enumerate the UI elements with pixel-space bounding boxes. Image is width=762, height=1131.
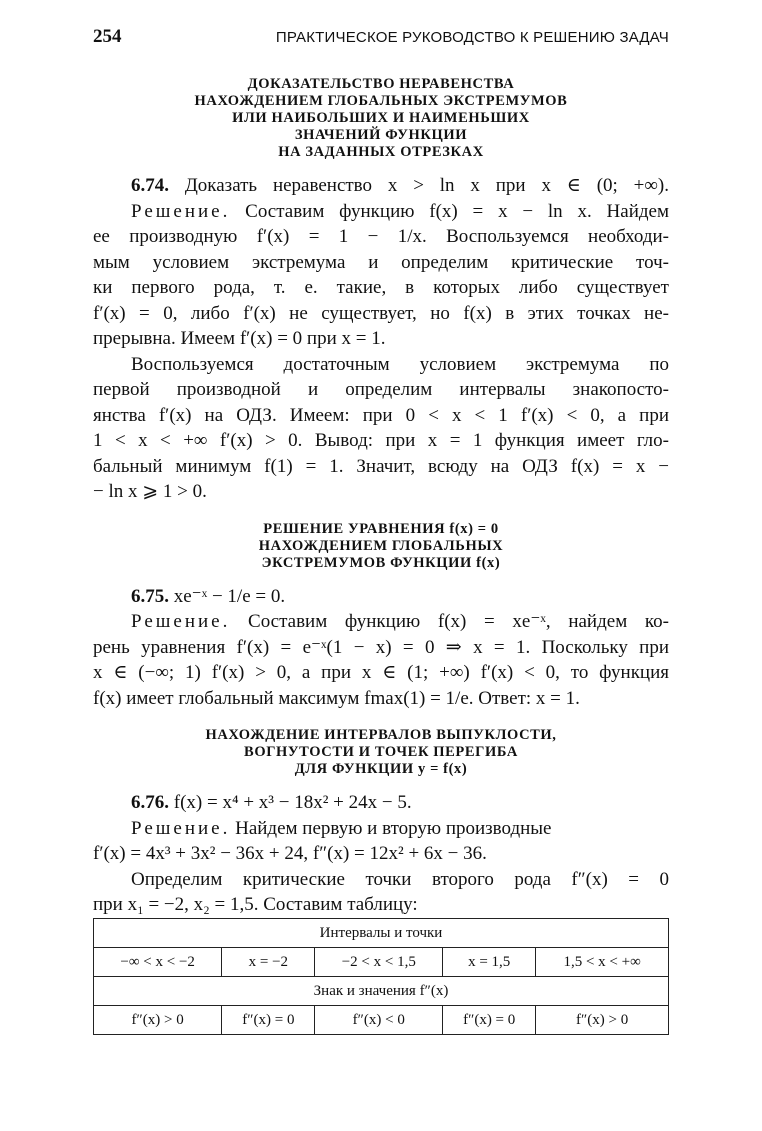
solution-line: Составим функцию f(x) = x − ln x. Найдем	[230, 200, 669, 222]
table-header-sign: Знак и значения f″(x)	[94, 977, 669, 1006]
solution-label: Решение.	[131, 817, 231, 839]
heading-line: РЕШЕНИЕ УРАВНЕНИЯ f(x) = 0	[263, 520, 499, 537]
paragraph-line: янства f′(x) на ОДЗ. Имеем: при 0 < x < 1 f′(x) < 0, а при	[93, 404, 669, 426]
heading-line: ВОГНУТОСТИ И ТОЧЕК ПЕРЕГИБА	[244, 744, 518, 760]
solution-line: f′(x) = 4x³ + 3x² − 36x + 24, f″(x) = 12x² + 6x − 36.	[93, 843, 487, 864]
solution-line: x ∈ (−∞; 1) f′(x) > 0, а при x ∈ (1; +∞) f′(x) < 0, то функция	[93, 662, 669, 683]
paragraph-line: при x₁ = −2, x₂ = 1,5. Составим таблицу:	[93, 894, 418, 915]
table-header-intervals: Интервалы и точки	[94, 919, 669, 948]
solution-line: f′(x) = 0, либо f′(x) не существует, но f(x) в этих точках не-	[93, 302, 669, 324]
table-row	[94, 948, 669, 977]
table-cell: f″(x) = 0	[443, 1006, 536, 1035]
table-cell: f″(x) < 0	[315, 1006, 443, 1035]
table-cell: f″(x) > 0	[536, 1006, 669, 1035]
table-cell: x = −2	[222, 948, 315, 977]
solution-label: Решение.	[131, 611, 231, 632]
heading-line: НАХОЖДЕНИЕМ ГЛОБАЛЬНЫХ ЭКСТРЕМУМОВ	[194, 93, 568, 109]
table-cell: −∞ < x < −2	[94, 948, 222, 977]
problem-statement: f(x) = x⁴ + x³ − 18x² + 24x − 5.	[169, 792, 412, 813]
page-number: 254	[93, 26, 122, 47]
heading-line: ЗНАЧЕНИЙ ФУНКЦИИ	[294, 127, 468, 143]
problem-number: 6.76.	[131, 792, 169, 813]
table-cell: x = 1,5	[443, 948, 536, 977]
solution-line: f(x) имеет глобальный максимум fmax(1) = 1/e. Ответ: x = 1.	[93, 687, 580, 709]
heading-line: НАХОЖДЕНИЕМ ГЛОБАЛЬНЫХ	[258, 537, 504, 554]
heading-line: НА ЗАДАННЫХ ОТРЕЗКАХ	[278, 144, 484, 160]
heading-line: ИЛИ НАИБОЛЬШИХ И НАИМЕНЬШИХ	[232, 110, 530, 126]
solution-line: Составим функцию f(x) = xe⁻ˣ, найдем ко-	[230, 611, 669, 632]
paragraph-sufficient-condition	[93, 352, 669, 505]
solution-line: мым условием экстремума и определим критические точ-	[93, 251, 669, 273]
paragraph-line: первой производной и определим интервалы знакопосто-	[93, 379, 669, 400]
paragraph-line: Воспользуемся достаточным условием экстремума по	[131, 353, 669, 375]
heading-line: ДОКАЗАТЕЛЬСТВО НЕРАВЕНСТВА	[247, 76, 515, 92]
page-content	[93, 76, 669, 918]
paragraph-line: 1 < x < +∞ f′(x) > 0. Вывод: при x = 1 функция имеет гло-	[93, 430, 669, 451]
table-cell: 1,5 < x < +∞	[536, 948, 669, 977]
problem-number: 6.74.	[131, 175, 169, 196]
solution-line: прерывна. Имеем f′(x) = 0 при x = 1.	[93, 328, 386, 349]
section-heading-1	[93, 76, 669, 161]
problem-6-74	[93, 173, 669, 352]
heading-line: ЭКСТРЕМУМОВ ФУНКЦИИ f(x)	[261, 554, 501, 571]
sign-table	[93, 918, 669, 1035]
table-cell: f″(x) = 0	[222, 1006, 315, 1035]
table-cell: f″(x) > 0	[94, 1006, 222, 1035]
paragraph-line: Определим критические точки второго рода f″(x) = 0	[131, 868, 669, 890]
section-heading-3	[93, 727, 669, 778]
solution-line: ее производную f′(x) = 1 − 1/x. Воспользуемся необходи-	[93, 226, 669, 247]
page-header	[93, 26, 669, 48]
paragraph-critical-points	[93, 867, 669, 918]
table-cell: −2 < x < 1,5	[315, 948, 443, 977]
problem-statement: Доказать неравенство x > ln x при x ∈ (0; +∞).	[169, 175, 669, 196]
solution-line: рень уравнения f′(x) = e⁻ˣ(1 − x) = 0 ⇒ x = 1. Поскольку при	[93, 636, 669, 658]
running-title: ПРАКТИЧЕСКОЕ РУКОВОДСТВО К РЕШЕНИЮ ЗАДАЧ	[275, 29, 669, 46]
section-heading-2	[93, 521, 669, 572]
heading-line: НАХОЖДЕНИЕ ИНТЕРВАЛОВ ВЫПУКЛОСТИ,	[205, 727, 557, 743]
solution-line: Найдем первую и вторую производные	[230, 817, 552, 839]
problem-number: 6.75.	[131, 585, 169, 607]
table-row	[94, 1006, 669, 1035]
solution-line: ки первого рода, т. е. такие, в которых либо существует	[93, 277, 669, 298]
paragraph-line: − ln x ⩾ 1 > 0.	[93, 481, 207, 502]
problem-6-76	[93, 790, 669, 867]
problem-statement: xe⁻ˣ − 1/e = 0.	[169, 585, 286, 607]
heading-line: ДЛЯ ФУНКЦИИ y = f(x)	[294, 761, 468, 777]
problem-6-75	[93, 584, 669, 712]
solution-label: Решение.	[131, 200, 231, 222]
paragraph-line: бальный минимум f(1) = 1. Значит, всюду на ОДЗ f(x) = x −	[93, 455, 669, 477]
